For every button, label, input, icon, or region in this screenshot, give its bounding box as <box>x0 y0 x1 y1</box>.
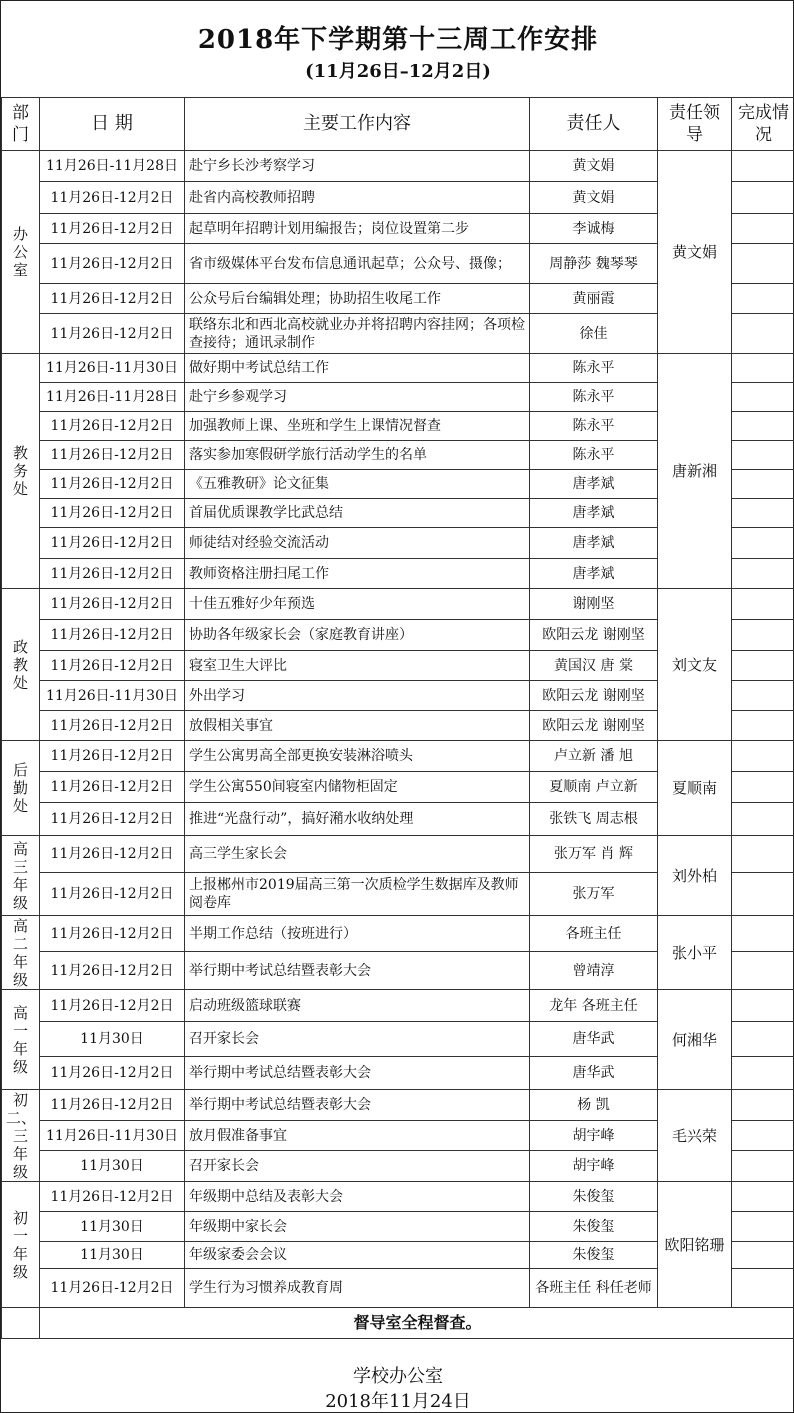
task-cell: 放月假准备事宜 <box>185 1121 530 1151</box>
person-cell: 唐华武 <box>530 1057 658 1090</box>
table-row <box>2 1182 794 1212</box>
table-row <box>2 916 794 952</box>
task-cell: 寝室卫生大评比 <box>185 651 530 681</box>
department-cell: 办公室 <box>2 151 40 354</box>
person-cell: 胡宇峰 <box>530 1121 658 1151</box>
status-cell <box>732 741 794 772</box>
status-cell <box>732 151 794 182</box>
person-cell: 曾靖淳 <box>530 952 658 990</box>
person-cell: 黄丽霞 <box>530 284 658 314</box>
person-cell: 杨 凯 <box>530 1090 658 1121</box>
date-cell: 11月26日-12月2日 <box>40 244 185 284</box>
status-cell <box>732 470 794 499</box>
date-cell: 11月26日-12月2日 <box>40 741 185 772</box>
status-cell <box>732 651 794 681</box>
person-cell: 张万军 <box>530 873 658 916</box>
status-cell <box>732 1269 794 1308</box>
table-row <box>2 741 794 772</box>
date-cell: 11月30日 <box>40 1022 185 1057</box>
leader-cell: 刘文友 <box>658 589 732 741</box>
status-cell <box>732 620 794 651</box>
task-cell: 外出学习 <box>185 681 530 711</box>
date-cell: 11月26日-12月2日 <box>40 651 185 681</box>
date-cell: 11月26日-12月2日 <box>40 1090 185 1121</box>
person-cell: 龙年 各班主任 <box>530 990 658 1022</box>
task-cell: 推进“光盘行动”，搞好潲水收纳处理 <box>185 803 530 836</box>
person-cell: 唐孝斌 <box>530 559 658 589</box>
person-cell: 各班主任 科任老师 <box>530 1269 658 1308</box>
status-cell <box>732 441 794 470</box>
department-cell: 高三年级 <box>2 836 40 916</box>
date-cell: 11月26日-12月2日 <box>40 470 185 499</box>
date-cell: 11月26日-12月2日 <box>40 990 185 1022</box>
date-cell: 11月26日-12月2日 <box>40 314 185 354</box>
department-cell: 政教处 <box>2 589 40 741</box>
date-cell: 11月26日-12月2日 <box>40 1182 185 1212</box>
person-cell: 黄国汉 唐 棠 <box>530 651 658 681</box>
task-cell: 公众号后台编辑处理；协助招生收尾工作 <box>185 284 530 314</box>
date-cell: 11月26日-12月2日 <box>40 803 185 836</box>
date-cell: 11月26日-12月2日 <box>40 182 185 214</box>
status-cell <box>732 383 794 412</box>
date-cell: 11月26日-11月28日 <box>40 383 185 412</box>
table-row <box>2 990 794 1022</box>
person-cell: 唐孝斌 <box>530 499 658 528</box>
status-cell <box>732 1090 794 1121</box>
person-cell: 陈永平 <box>530 412 658 441</box>
task-cell: 十佳五雅好少年预选 <box>185 589 530 620</box>
status-cell <box>732 681 794 711</box>
leader-cell: 何湘华 <box>658 990 732 1090</box>
person-cell: 欧阳云龙 谢刚坚 <box>530 620 658 651</box>
task-cell: 首届优质课教学比武总结 <box>185 499 530 528</box>
date-cell: 11月26日-12月2日 <box>40 836 185 873</box>
task-cell: 学生行为习惯养成教育周 <box>185 1269 530 1308</box>
date-cell: 11月26日-12月2日 <box>40 1269 185 1308</box>
date-cell: 11月26日-12月2日 <box>40 772 185 803</box>
person-cell: 陈永平 <box>530 383 658 412</box>
leader-cell: 张小平 <box>658 916 732 990</box>
date-cell: 11月26日-12月2日 <box>40 559 185 589</box>
note-row <box>2 1308 794 1339</box>
date-cell: 11月30日 <box>40 1212 185 1242</box>
status-cell <box>732 559 794 589</box>
leader-cell: 唐新湘 <box>658 354 732 589</box>
note-spacer <box>2 1308 40 1339</box>
task-cell: 半期工作总结（按班进行） <box>185 916 530 952</box>
status-cell <box>732 589 794 620</box>
date-cell: 11月26日-12月2日 <box>40 1057 185 1090</box>
page-title: 2018年下学期第十三周工作安排 <box>197 25 599 55</box>
date-cell: 11月26日-12月2日 <box>40 589 185 620</box>
person-cell: 徐佳 <box>530 314 658 354</box>
person-cell: 陈永平 <box>530 441 658 470</box>
header-content: 主要工作内容 <box>185 98 530 151</box>
task-cell: 启动班级篮球联赛 <box>185 990 530 1022</box>
person-cell: 欧阳云龙 谢刚坚 <box>530 681 658 711</box>
department-cell: 初二、三年级 <box>2 1090 40 1182</box>
person-cell: 张铁飞 周志根 <box>530 803 658 836</box>
task-cell: 年级期中家长会 <box>185 1212 530 1242</box>
status-cell <box>732 836 794 873</box>
date-cell: 11月26日-12月2日 <box>40 916 185 952</box>
date-cell: 11月26日-11月28日 <box>40 151 185 182</box>
date-cell: 11月26日-12月2日 <box>40 528 185 559</box>
department-cell: 后勤处 <box>2 741 40 836</box>
department-cell: 教务处 <box>2 354 40 589</box>
schedule-table <box>1 97 794 1339</box>
person-cell: 欧阳云龙 谢刚坚 <box>530 711 658 741</box>
footer-org: 学校办公室 <box>353 1366 443 1387</box>
date-cell: 11月26日-12月2日 <box>40 214 185 244</box>
status-cell <box>732 1057 794 1090</box>
date-cell: 11月26日-12月2日 <box>40 499 185 528</box>
task-cell: 放假相关事宜 <box>185 711 530 741</box>
person-cell: 卢立新 潘 旭 <box>530 741 658 772</box>
date-cell: 11月26日-11月30日 <box>40 681 185 711</box>
task-cell: 召开家长会 <box>185 1022 530 1057</box>
task-cell: 省市级媒体平台发布信息通讯起草；公众号、摄像； <box>185 244 530 284</box>
task-cell: 赴省内高校教师招聘 <box>185 182 530 214</box>
task-cell: 协助各年级家长会（家庭教育讲座） <box>185 620 530 651</box>
status-cell <box>732 1151 794 1182</box>
task-cell: 落实参加寒假研学旅行活动学生的名单 <box>185 441 530 470</box>
task-cell: 赴宁乡长沙考察学习 <box>185 151 530 182</box>
date-cell: 11月26日-12月2日 <box>40 412 185 441</box>
person-cell: 夏顺南 卢立新 <box>530 772 658 803</box>
header-person: 责任人 <box>530 98 658 151</box>
date-cell: 11月26日-11月30日 <box>40 1121 185 1151</box>
date-cell: 11月26日-12月2日 <box>40 711 185 741</box>
task-cell: 学生公寓550间寝室内储物柜固定 <box>185 772 530 803</box>
status-cell <box>732 916 794 952</box>
status-cell <box>732 244 794 284</box>
leader-cell: 黄文娟 <box>658 151 732 354</box>
person-cell: 唐孝斌 <box>530 528 658 559</box>
status-cell <box>732 1182 794 1212</box>
date-cell: 11月26日-12月2日 <box>40 284 185 314</box>
person-cell: 陈永平 <box>530 354 658 383</box>
department-cell: 高一年级 <box>2 990 40 1090</box>
task-cell: 做好期中考试总结工作 <box>185 354 530 383</box>
person-cell: 周静莎 魏琴琴 <box>530 244 658 284</box>
leader-cell: 毛兴荣 <box>658 1090 732 1182</box>
table-row <box>2 1090 794 1121</box>
status-cell <box>732 1022 794 1057</box>
status-cell <box>732 873 794 916</box>
person-cell: 各班主任 <box>530 916 658 952</box>
table-body <box>2 151 794 1339</box>
person-cell: 唐孝斌 <box>530 470 658 499</box>
person-cell: 黄文娟 <box>530 182 658 214</box>
date-cell: 11月30日 <box>40 1242 185 1269</box>
person-cell: 胡宇峰 <box>530 1151 658 1182</box>
person-cell: 唐华武 <box>530 1022 658 1057</box>
date-cell: 11月26日-12月2日 <box>40 873 185 916</box>
header-leader: 责任领导 <box>658 98 732 151</box>
date-cell: 11月26日-12月2日 <box>40 620 185 651</box>
table-row <box>2 354 794 383</box>
task-cell: 联络东北和西北高校就业办并将招聘内容挂网；各项检查接待；通讯录制作 <box>185 314 530 354</box>
status-cell <box>732 952 794 990</box>
status-cell <box>732 990 794 1022</box>
date-cell: 11月26日-12月2日 <box>40 441 185 470</box>
task-cell: 召开家长会 <box>185 1151 530 1182</box>
task-cell: 举行期中考试总结暨表彰大会 <box>185 1090 530 1121</box>
status-cell <box>732 1121 794 1151</box>
department-cell: 高二年级 <box>2 916 40 990</box>
status-cell <box>732 772 794 803</box>
person-cell: 朱俊玺 <box>530 1182 658 1212</box>
date-cell: 11月26日-11月30日 <box>40 354 185 383</box>
leader-cell: 夏顺南 <box>658 741 732 836</box>
table-row <box>2 836 794 873</box>
status-cell <box>732 284 794 314</box>
table-row <box>2 589 794 620</box>
task-cell: 年级期中总结及表彰大会 <box>185 1182 530 1212</box>
task-cell: 赴宁乡参观学习 <box>185 383 530 412</box>
status-cell <box>732 1212 794 1242</box>
date-cell: 11月26日-12月2日 <box>40 952 185 990</box>
person-cell: 李诚梅 <box>530 214 658 244</box>
header-status: 完成情况 <box>732 98 794 151</box>
task-cell: 《五雅教研》论文征集 <box>185 470 530 499</box>
status-cell <box>732 354 794 383</box>
task-cell: 教师资格注册扫尾工作 <box>185 559 530 589</box>
page-subtitle: (11月26日–12月2日) <box>305 61 491 82</box>
header-date: 日 期 <box>40 98 185 151</box>
task-cell: 高三学生家长会 <box>185 836 530 873</box>
person-cell: 朱俊玺 <box>530 1212 658 1242</box>
task-cell: 学生公寓男高全部更换安装淋浴喷头 <box>185 741 530 772</box>
task-cell: 上报郴州市2019届高三第一次质检学生数据库及教师阅卷库 <box>185 873 530 916</box>
status-cell <box>732 528 794 559</box>
table-row <box>2 151 794 182</box>
leader-cell: 刘外柏 <box>658 836 732 916</box>
status-cell <box>732 1242 794 1269</box>
date-cell: 11月30日 <box>40 1151 185 1182</box>
status-cell <box>732 711 794 741</box>
status-cell <box>732 499 794 528</box>
status-cell <box>732 314 794 354</box>
task-cell: 举行期中考试总结暨表彰大会 <box>185 1057 530 1090</box>
department-cell: 初一年级 <box>2 1182 40 1308</box>
task-cell: 起草明年招聘计划用编报告；岗位设置第二步 <box>185 214 530 244</box>
note-cell: 督导室全程督查。 <box>40 1308 794 1339</box>
status-cell <box>732 214 794 244</box>
task-cell: 师徒结对经验交流活动 <box>185 528 530 559</box>
header-dept: 部门 <box>2 98 40 151</box>
task-cell: 年级家委会会议 <box>185 1242 530 1269</box>
task-cell: 加强教师上课、坐班和学生上课情况督查 <box>185 412 530 441</box>
status-cell <box>732 412 794 441</box>
leader-cell: 欧阳铭珊 <box>658 1182 732 1308</box>
person-cell: 张万军 肖 辉 <box>530 836 658 873</box>
person-cell: 朱俊玺 <box>530 1242 658 1269</box>
task-cell: 举行期中考试总结暨表彰大会 <box>185 952 530 990</box>
table-header-row <box>2 98 794 151</box>
footer-date: 2018年11月24日 <box>325 1391 471 1412</box>
person-cell: 黄文娟 <box>530 151 658 182</box>
status-cell <box>732 182 794 214</box>
person-cell: 谢刚坚 <box>530 589 658 620</box>
status-cell <box>732 803 794 836</box>
